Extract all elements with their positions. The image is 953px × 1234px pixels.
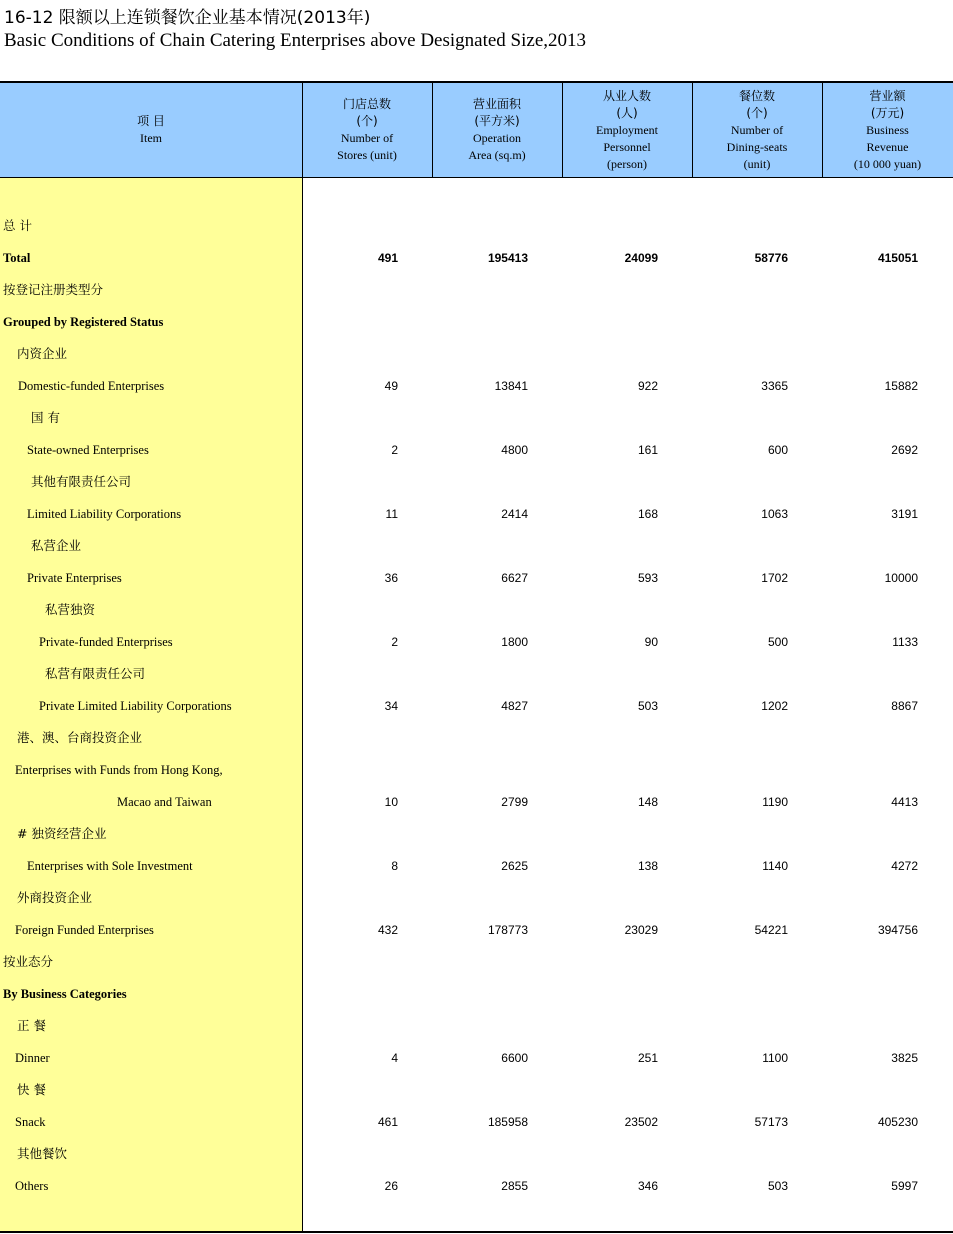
row-value: 6600 <box>501 1051 528 1065</box>
row-value: 2799 <box>501 795 528 809</box>
row-value: 2 <box>391 635 398 649</box>
column-header-line: 项 目 <box>137 114 165 128</box>
row-value: 15882 <box>884 379 918 393</box>
row-value: 1133 <box>892 635 918 649</box>
row-value: 148 <box>637 795 658 809</box>
table-row <box>0 1010 953 1042</box>
row-label: 按登记注册类型分 <box>3 282 104 297</box>
row-value: 11 <box>385 507 398 521</box>
column-header <box>562 83 692 177</box>
column-header-line: Number of <box>340 131 394 145</box>
column-header-line: 从业人数 <box>602 88 651 103</box>
column-header-line: Area (sq.m) <box>468 148 526 162</box>
table-row <box>0 690 953 722</box>
row-label: Private Enterprises <box>27 571 122 585</box>
row-value: 57173 <box>754 1115 788 1129</box>
row-label: 其他餐饮 <box>17 1146 68 1161</box>
row-value: 1202 <box>761 699 788 713</box>
row-label: 按业态分 <box>3 954 54 969</box>
column-header-line: Stores (unit) <box>337 148 397 162</box>
row-label: 其他有限责任公司 <box>31 474 132 489</box>
row-label: 外商投资企业 <box>17 890 93 905</box>
table-row <box>0 1042 953 1074</box>
table-row <box>0 914 953 946</box>
header-rule <box>0 177 953 178</box>
column-header-line: Item <box>140 131 162 145</box>
column-header-line: (person) <box>607 156 647 171</box>
table-row <box>0 626 953 658</box>
row-value: 178773 <box>487 923 528 937</box>
row-label: 港、澳、台商投资企业 <box>17 730 143 745</box>
row-label: Dinner <box>15 1051 50 1065</box>
table-row <box>0 1106 953 1138</box>
table-row <box>0 562 953 594</box>
column-header-line: (个) <box>356 114 378 128</box>
row-value: 3191 <box>891 507 918 521</box>
row-value: 6627 <box>501 571 528 585</box>
table-row <box>0 754 953 786</box>
row-label: Private Limited Liability Corporations <box>39 699 232 713</box>
column-header-line: Employment <box>596 122 658 137</box>
row-label: Macao and Taiwan <box>117 795 212 809</box>
row-value: 1800 <box>501 635 528 649</box>
row-value: 251 <box>637 1051 658 1065</box>
row-value: 90 <box>644 635 658 649</box>
row-value: 4 <box>391 1051 398 1065</box>
row-value: 24099 <box>624 251 658 265</box>
row-label: State-owned Enterprises <box>27 443 149 457</box>
column-header-line: Dining-seats <box>726 139 788 154</box>
table-row <box>0 370 953 402</box>
row-label: 总 计 <box>3 218 32 233</box>
table-row <box>0 402 953 434</box>
row-value: 1702 <box>761 571 788 585</box>
table-row <box>0 242 953 274</box>
row-value: 5997 <box>891 1179 918 1193</box>
row-value: 1063 <box>761 507 788 521</box>
row-value: 600 <box>767 443 788 457</box>
column-header-line: Business <box>866 122 909 137</box>
table-row <box>0 850 953 882</box>
table-row <box>0 1074 953 1106</box>
column-header-line: (unit) <box>743 156 771 171</box>
row-label: Limited Liability Corporations <box>27 507 182 521</box>
row-value: 4800 <box>501 443 528 457</box>
row-label: Snack <box>15 1115 46 1129</box>
table-row <box>0 1138 953 1170</box>
column-header-line: (平方米) <box>474 114 520 128</box>
row-value: 503 <box>767 1179 788 1193</box>
row-value: 8867 <box>891 699 918 713</box>
row-value: 23029 <box>624 923 658 937</box>
row-value: 922 <box>637 379 658 393</box>
table-row <box>0 498 953 530</box>
table-row <box>0 946 953 978</box>
row-label: Total <box>3 251 31 265</box>
column-header-line: 营业面积 <box>472 97 521 111</box>
row-value: 432 <box>377 923 398 937</box>
table-row <box>0 786 953 818</box>
row-value: 3365 <box>761 379 788 393</box>
row-label: Others <box>15 1179 49 1193</box>
row-value: 34 <box>384 699 398 713</box>
row-value: 54221 <box>754 923 788 937</box>
row-value: 394756 <box>877 923 918 937</box>
row-value: 1190 <box>762 795 788 809</box>
row-value: 23502 <box>624 1115 658 1129</box>
row-label: Foreign Funded Enterprises <box>15 923 154 937</box>
column-header-line: Personnel <box>603 139 651 154</box>
row-label: Grouped by Registered Status <box>3 315 164 329</box>
table-title-en: Basic Conditions of Chain Catering Enterprises above Designated Size,2013 <box>4 30 587 51</box>
column-header-line: (个) <box>746 105 768 120</box>
table-row <box>0 882 953 914</box>
row-value: 10000 <box>884 571 918 585</box>
row-label: Domestic-funded Enterprises <box>18 379 165 393</box>
row-label: 快 餐 <box>17 1082 46 1097</box>
row-value: 4827 <box>501 699 528 713</box>
table-row <box>0 306 953 338</box>
row-label: 私营独资 <box>45 602 96 617</box>
table-row <box>0 818 953 850</box>
row-value: 1140 <box>762 859 788 873</box>
row-value: 503 <box>637 699 658 713</box>
row-label: 内资企业 <box>17 346 68 361</box>
row-label: # 独资经营企业 <box>17 826 107 841</box>
column-header <box>692 83 822 177</box>
column-header <box>0 83 302 177</box>
column-header-line: 营业额 <box>869 88 906 103</box>
row-value: 168 <box>637 507 658 521</box>
row-value: 4413 <box>891 795 918 809</box>
column-header-line: Operation <box>473 131 521 145</box>
column-header-line: (万元) <box>870 105 905 120</box>
row-value: 138 <box>637 859 658 873</box>
row-value: 346 <box>637 1179 658 1193</box>
table-row <box>0 1170 953 1202</box>
row-value: 10 <box>384 795 398 809</box>
row-value: 185958 <box>487 1115 528 1129</box>
table-title-cn: 16-12 限额以上连锁餐饮企业基本情况(2013年) <box>4 8 371 28</box>
row-label: 国 有 <box>31 410 60 425</box>
row-value: 2 <box>391 443 398 457</box>
row-label: 正 餐 <box>17 1018 46 1033</box>
row-label: Private-funded Enterprises <box>39 635 173 649</box>
row-value: 36 <box>384 571 398 585</box>
bottom-rule <box>0 1231 953 1233</box>
row-value: 2692 <box>891 443 918 457</box>
row-value: 593 <box>637 571 658 585</box>
row-value: 3825 <box>891 1051 918 1065</box>
table-row <box>0 722 953 754</box>
column-header-line: Number of <box>730 122 784 137</box>
row-value: 1100 <box>762 1051 788 1065</box>
row-label: Enterprises with Sole Investment <box>27 859 193 873</box>
row-label: 私营企业 <box>31 538 82 553</box>
column-header-line: 门店总数 <box>342 97 391 111</box>
column-header-line: 餐位数 <box>738 88 775 103</box>
row-value: 491 <box>377 251 398 265</box>
row-value: 500 <box>767 635 788 649</box>
row-value: 2625 <box>501 859 528 873</box>
row-label: Enterprises with Funds from Hong Kong, <box>15 763 223 777</box>
row-value: 415051 <box>877 251 918 265</box>
table-row <box>0 274 953 306</box>
row-value: 8 <box>391 859 398 873</box>
column-header-line: Revenue <box>866 139 909 154</box>
row-value: 2414 <box>501 507 528 521</box>
row-value: 161 <box>637 443 658 457</box>
row-value: 49 <box>384 379 398 393</box>
column-header-line: (10 000 yuan) <box>853 156 922 171</box>
row-label: By Business Categories <box>3 987 127 1001</box>
table-row <box>0 210 953 242</box>
table-row <box>0 978 953 1010</box>
table-row <box>0 434 953 466</box>
row-value: 461 <box>377 1115 398 1129</box>
row-value: 4272 <box>891 859 918 873</box>
column-header <box>302 83 432 177</box>
row-value: 2855 <box>501 1179 528 1193</box>
table-row <box>0 466 953 498</box>
column-header <box>432 83 562 177</box>
table-row <box>0 594 953 626</box>
table-row <box>0 530 953 562</box>
table-row <box>0 338 953 370</box>
row-value: 58776 <box>754 251 788 265</box>
row-value: 13841 <box>494 379 528 393</box>
row-label: 私营有限责任公司 <box>45 666 146 681</box>
row-value: 195413 <box>487 251 528 265</box>
column-header-line: (人) <box>616 105 638 120</box>
row-value: 405230 <box>877 1115 918 1129</box>
column-header <box>822 83 953 177</box>
row-value: 26 <box>384 1179 398 1193</box>
table-row <box>0 658 953 690</box>
